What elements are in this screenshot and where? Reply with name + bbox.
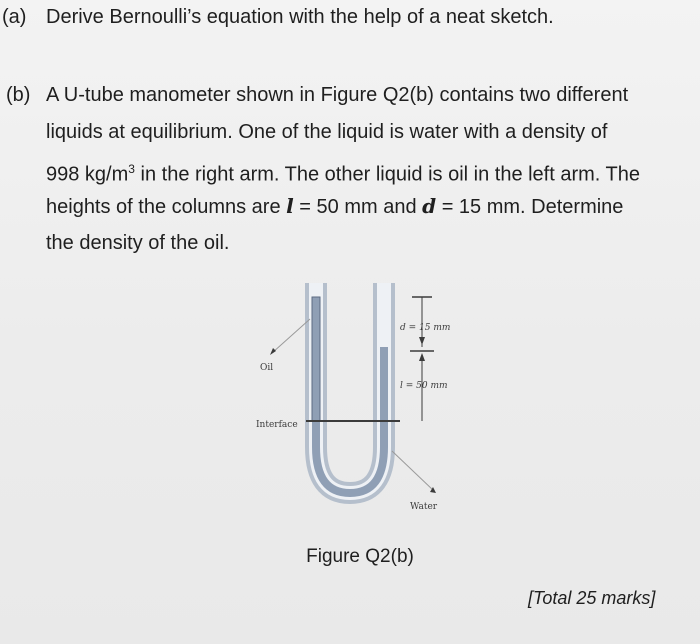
- label-oil: Oil: [260, 363, 274, 373]
- question-b-line-3: [46, 152, 640, 192]
- question-a-text: Derive Bernoulli’s equation with the help of a neat sketch.: [46, 6, 554, 28]
- line-4-end: = 15 mm. Determine: [436, 196, 624, 218]
- oil-arrow-tip: [270, 348, 276, 355]
- label-d: d = 15 mm: [400, 323, 451, 333]
- label-interface: Interface: [256, 420, 298, 430]
- density-value: 998 kg/m: [46, 163, 129, 186]
- label-l: l = 50 mm: [400, 381, 448, 391]
- label-water: Water: [410, 502, 438, 512]
- total-marks: [Total 25 marks]: [528, 588, 656, 608]
- oil-leader: [272, 319, 310, 353]
- question-b-line-4: [46, 189, 623, 224]
- line-4-start: heights of the columns are: [46, 196, 287, 218]
- d-arrow-down: [419, 337, 425, 345]
- figure-caption: Figure Q2(b): [306, 546, 414, 567]
- water-leader: [392, 451, 434, 491]
- oil-column: [312, 297, 320, 421]
- u-tube-outline: [316, 283, 384, 493]
- question-b-label: (b): [6, 84, 31, 106]
- question-b-line-1: A U-tube manometer shown in Figure Q2(b) contains two different: [46, 84, 629, 106]
- variable-d: d: [422, 194, 437, 218]
- question-b-line-2: liquids at equilibrium. One of the liquid is water with a density of: [46, 121, 608, 143]
- manometer-figure: [250, 275, 490, 525]
- density-exponent: 3: [128, 162, 135, 176]
- line-3-rest: in the right arm. The other liquid is oil in the left arm. The: [134, 163, 641, 186]
- question-b-line-5: the density of the oil.: [46, 232, 230, 254]
- variable-l: l: [286, 194, 294, 218]
- line-4-middle: = 50 mm and: [293, 196, 423, 218]
- question-a-label: (a): [2, 6, 27, 28]
